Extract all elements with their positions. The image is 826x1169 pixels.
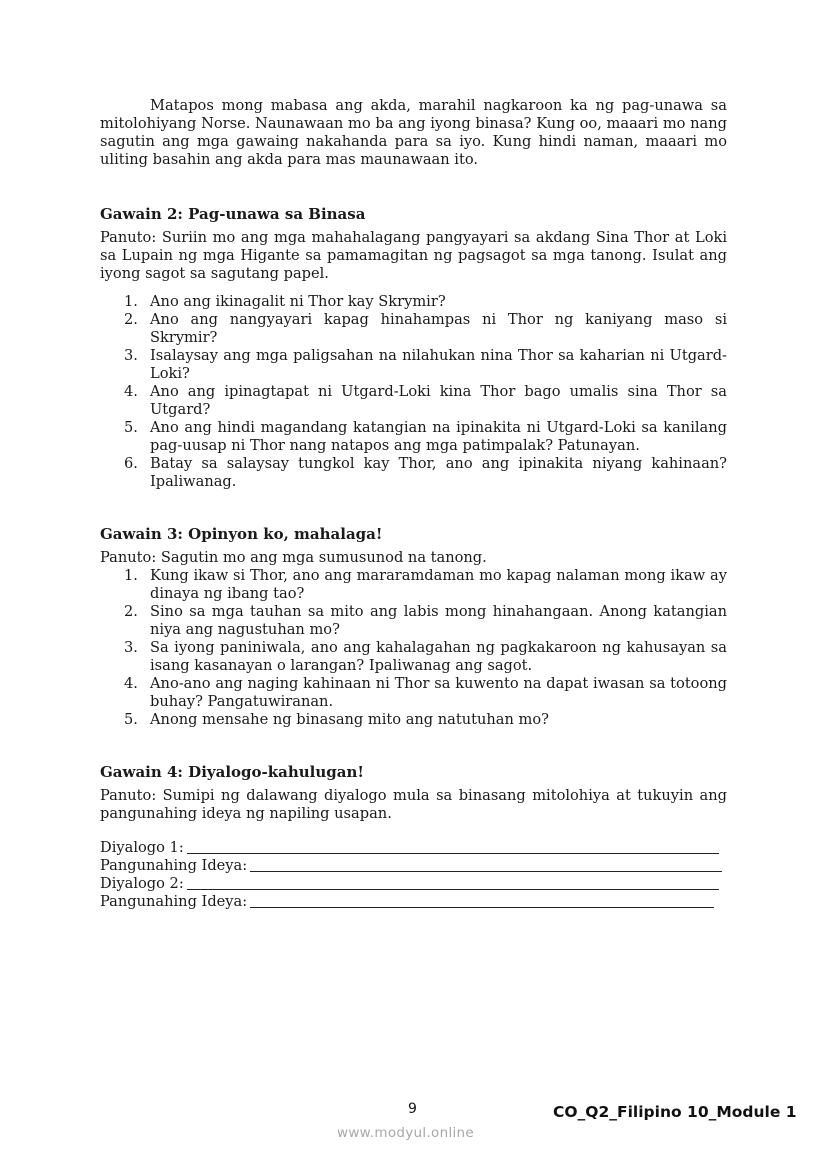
question-number: 5. (124, 711, 138, 728)
question-number: 2. (124, 603, 138, 620)
question-item (100, 419, 727, 455)
question-item (100, 711, 727, 729)
pangunahing-ideya-1-blank[interactable] (250, 857, 722, 872)
pangunahing-ideya-2-blank[interactable] (250, 893, 714, 908)
question-item (100, 675, 727, 711)
question-text: Anong mensahe ng binasang mito ang natutuhan mo? (150, 711, 549, 728)
question-number: 5. (124, 419, 138, 436)
gawain-3-instructions: Panuto: Sagutin mo ang mga sumusunod na tanong. (100, 549, 487, 566)
question-number: 4. (124, 383, 138, 400)
question-number: 6. (124, 455, 138, 472)
field-row-ideya-2 (100, 893, 727, 911)
question-number: 1. (124, 293, 138, 310)
question-text: Sino sa mga tauhan sa mito ang labis mong hinahangaan. Anong katangian niya ang nagustuhan mo? (150, 603, 727, 638)
question-item (100, 311, 727, 347)
question-item (100, 639, 727, 675)
gawain-2-question-list (100, 293, 727, 491)
question-item (100, 383, 727, 419)
question-item (100, 603, 727, 639)
question-number: 3. (124, 639, 138, 656)
diyalogo-1-blank[interactable] (187, 839, 719, 854)
field-row-ideya-1 (100, 857, 727, 875)
field-label: Diyalogo 1: (100, 839, 184, 856)
document-page (100, 97, 727, 911)
gawain-4-instructions: Panuto: Sumipi ng dalawang diyalogo mula sa binasang mitolohiya at tukuyin ang pangunahing ideya ng napiling usapan. (100, 787, 727, 822)
question-number: 2. (124, 311, 138, 328)
question-text: Ano ang ipinagtapat ni Utgard-Loki kina Thor bago umalis sina Thor sa Utgard? (150, 383, 727, 418)
question-item (100, 293, 727, 311)
gawain-4-title: Gawain 4: Diyalogo-kahulugan! (100, 763, 364, 781)
diyalogo-2-blank[interactable] (187, 875, 719, 890)
answer-fields (100, 839, 727, 911)
field-row-diyalogo-1 (100, 839, 727, 857)
question-item (100, 455, 727, 491)
question-number: 3. (124, 347, 138, 364)
question-text: Sa iyong paniniwala, ano ang kahalagahan ng pagkakaroon ng kahusayan sa isang kasanayan o larangan? Ipaliwanag ang sagot. (150, 639, 727, 674)
gawain-2-instructions: Panuto: Suriin mo ang mga mahahalagang pangyayari sa akdang Sina Thor at Loki sa Lupain ng mga Higante sa pamamagitan ng pagsagot sa mga tanong. Isulat ang iyong sagot sa sagutang papel. (100, 229, 727, 282)
field-label: Pangunahing Ideya: (100, 893, 248, 910)
intro-paragraph: Matapos mong mabasa ang akda, marahil nagkaroon ka ng pag-unawa sa mitolohiyang Norse. Naunawaan mo ba ang iyong binasa? Kung oo, maaari mo nang sagutin ang mga gawaing nakahanda para sa iyo. Kung hindi naman, maaari mo uliting basahin ang akda para mas maunawaan ito. (100, 97, 727, 168)
question-text: Ano ang hindi magandang katangian na ipinakita ni Utgard-Loki sa kanilang pag-uusap ni Thor nang natapos ang mga patimpalak? Patunayan. (150, 419, 727, 454)
watermark: www.modyul.online (337, 1125, 475, 1141)
field-label: Pangunahing Ideya: (100, 857, 248, 874)
question-number: 1. (124, 567, 138, 584)
question-text: Isalaysay ang mga paligsahan na nilahukan nina Thor sa kaharian ni Utgard-Loki? (150, 347, 727, 382)
question-text: Ano ang ikinagalit ni Thor kay Skrymir? (150, 293, 446, 310)
module-code: CO_Q2_Filipino 10_Module 1 (553, 1103, 797, 1121)
field-row-diyalogo-2 (100, 875, 727, 893)
question-number: 4. (124, 675, 138, 692)
gawain-2-title: Gawain 2: Pag-unawa sa Binasa (100, 205, 366, 223)
question-item (100, 567, 727, 603)
question-text: Kung ikaw si Thor, ano ang mararamdaman mo kapag nalaman mong ikaw ay dinaya ng ibang tao? (150, 567, 727, 602)
gawain-3-title: Gawain 3: Opinyon ko, mahalaga! (100, 525, 383, 543)
question-text: Ano ang nangyayari kapag hinahampas ni Thor ng kaniyang maso si Skrymir? (150, 311, 727, 346)
question-text: Batay sa salaysay tungkol kay Thor, ano ang ipinakita niyang kahinaan? Ipaliwanag. (150, 455, 727, 490)
field-label: Diyalogo 2: (100, 875, 184, 892)
gawain-3-section (100, 525, 727, 729)
gawain-2-section (100, 205, 727, 491)
gawain-3-question-list (100, 567, 727, 729)
question-text: Ano-ano ang naging kahinaan ni Thor sa kuwento na dapat iwasan sa totoong buhay? Pangatuwiranan. (150, 675, 727, 710)
page-number: 9 (408, 1101, 417, 1117)
gawain-4-section (100, 763, 727, 911)
question-item (100, 347, 727, 383)
